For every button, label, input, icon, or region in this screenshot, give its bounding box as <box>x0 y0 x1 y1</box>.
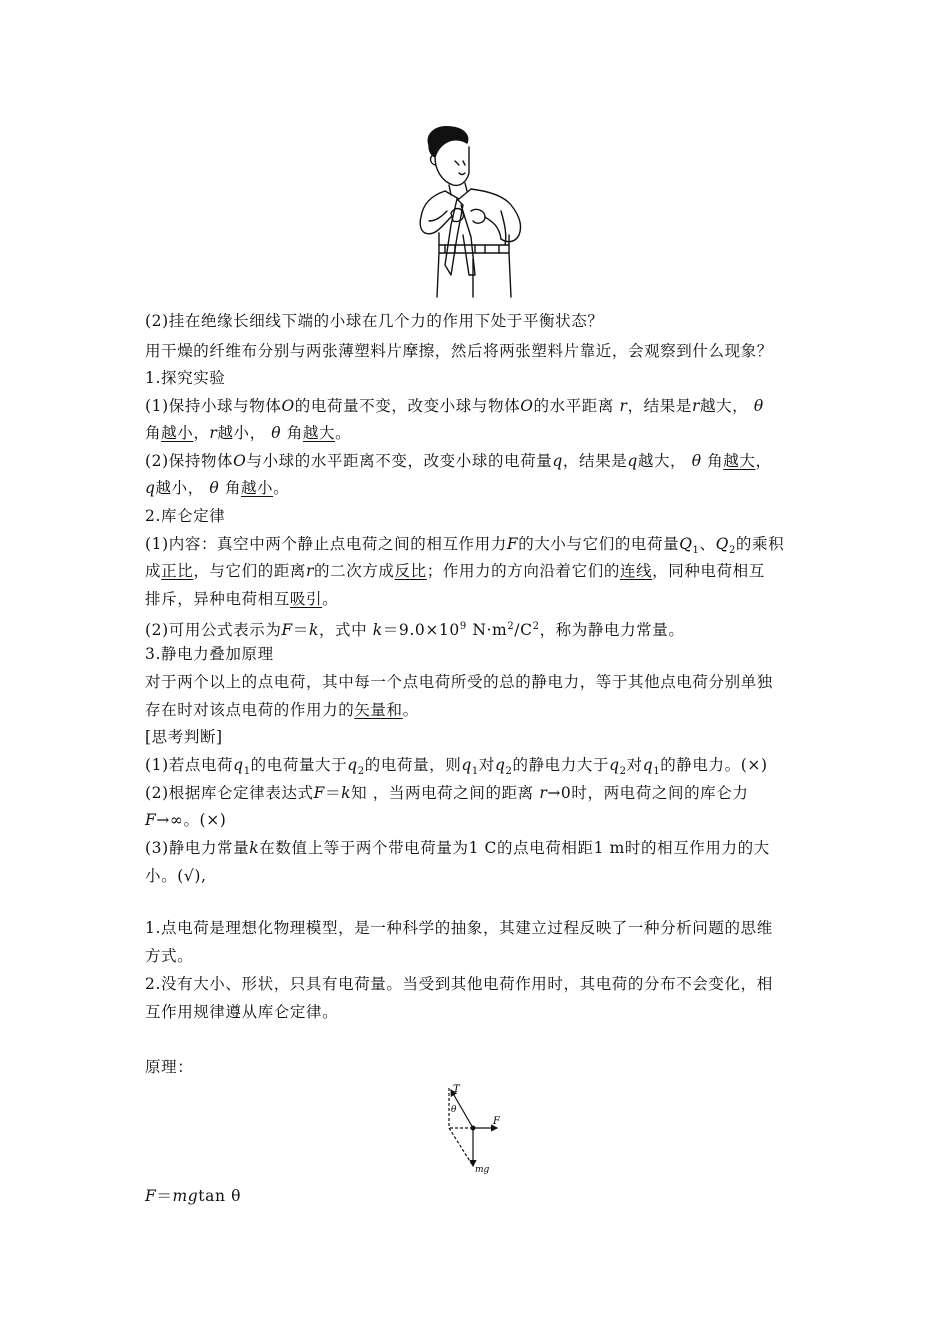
section-heading-superposition <box>145 644 274 664</box>
text-line-25 <box>145 1002 338 1022</box>
text: 。 <box>335 424 352 442</box>
text: q <box>627 452 638 470</box>
text: 、 <box>699 535 716 553</box>
text: N·m <box>466 621 508 640</box>
text-line-2 <box>145 341 773 361</box>
text-line-15 <box>145 700 419 720</box>
text-line-24 <box>145 974 773 994</box>
text: 1 <box>243 766 251 778</box>
text: ，同种电荷相互 <box>652 562 765 580</box>
text: 方式。 <box>145 947 194 965</box>
text: 的乘积 <box>735 535 785 553</box>
text: 越大， <box>637 452 687 470</box>
underlined-answer: 越小 <box>161 424 194 442</box>
text: 对 <box>626 756 643 774</box>
text: (3)静电力常量 <box>145 839 250 857</box>
text: 。 <box>402 701 419 719</box>
text: (1)保持小球与物体 <box>145 397 282 415</box>
text: 2 <box>357 766 365 778</box>
text: 越大， <box>699 397 749 415</box>
text: q <box>233 756 244 774</box>
text: tan θ <box>198 1187 242 1205</box>
text: r <box>306 562 315 580</box>
text: Q <box>715 535 729 553</box>
text: q <box>609 756 620 774</box>
text: (2)保持物体 <box>145 452 234 470</box>
text: ，结果是 <box>627 397 692 415</box>
text: ＝ <box>292 621 309 640</box>
text-line-5 <box>145 423 351 443</box>
text-line-22 <box>145 918 773 938</box>
text: ＝ <box>325 784 342 802</box>
text-line-11 <box>145 589 338 609</box>
text: (2)根据库仑定律表达式 <box>145 784 314 802</box>
text: 的静电力。(×) <box>660 756 768 774</box>
text: 2.没有大小、形状，只具有电荷量。当受到其他电荷作用时，其电荷的分布不会变化，相 <box>145 975 773 993</box>
formula-line <box>145 1186 241 1206</box>
text: 互作用规律遵从库仑定律。 <box>145 1003 339 1021</box>
text: 1.探究实验 <box>145 369 226 387</box>
text: 1 <box>471 766 479 778</box>
text: q <box>145 479 156 497</box>
underlined-answer: 连线 <box>619 562 653 580</box>
man-rubbing-tie-illustration <box>415 125 535 300</box>
text: 的大小与它们的电荷量 <box>518 535 680 553</box>
text: 的二次方成 <box>314 562 395 580</box>
text: (1)若点电荷 <box>145 756 234 774</box>
text: (2)可用公式表示为 <box>145 621 282 640</box>
text: 小。(√), <box>145 867 207 885</box>
text: ，式中 <box>318 621 368 640</box>
text: 1 <box>653 766 661 778</box>
underlined-answer: 反比 <box>394 562 427 580</box>
text: 的水平距离 <box>533 397 615 415</box>
text-line-12 <box>145 617 684 640</box>
text: 角 <box>224 479 241 497</box>
text: 对 <box>478 756 495 774</box>
text: F <box>506 535 519 553</box>
text: 9 <box>459 621 467 632</box>
text: q <box>494 756 506 774</box>
text: F <box>145 1187 157 1205</box>
text: 排斥，异种电荷相互 <box>145 590 290 608</box>
text: O <box>520 397 534 415</box>
gravity-label: mg <box>475 1165 490 1175</box>
text-line-1 <box>145 311 603 331</box>
text-line-10 <box>145 561 765 581</box>
text: ；作用力的方向沿着它们的 <box>426 562 620 580</box>
text: ，结果是 <box>562 452 628 470</box>
text: 的电荷量大于 <box>250 756 348 774</box>
text: 角 <box>145 424 162 442</box>
text: 。 <box>273 479 290 497</box>
text: 1.点电荷是理想化物理模型，是一种科学的抽象，其建立过程反映了一种分析问题的思维 <box>145 919 773 937</box>
text: ＝9.0×10 <box>382 621 460 640</box>
text-line-17 <box>145 755 768 782</box>
text: 2 <box>505 766 513 778</box>
text: r <box>619 397 628 415</box>
text: 在数值上等于两个带电荷量为1 C的点电荷相距1 m时的相互作用力的大 <box>259 839 770 857</box>
text: 角 <box>707 452 724 470</box>
principle-label <box>145 1057 193 1077</box>
text: 用干燥的纤维布分别与两张薄塑料片摩擦，然后将两张塑料片靠近，会观察到什么现象？ <box>145 342 773 360</box>
underlined-answer: 越小 <box>240 479 274 497</box>
text: 2 <box>619 766 627 778</box>
text: [思考判断] <box>145 728 223 746</box>
text: F <box>281 621 293 640</box>
text: ＝ <box>156 1187 173 1205</box>
text: Q <box>679 535 693 553</box>
text-line-4 <box>145 396 764 416</box>
text: F <box>145 811 157 829</box>
theta-label: θ <box>451 1105 457 1115</box>
text: θ <box>271 424 282 442</box>
text: 的静电力大于 <box>512 756 610 774</box>
underlined-answer: 正比 <box>161 562 194 580</box>
text: F <box>313 784 326 802</box>
text-line-9 <box>145 534 784 561</box>
section-heading-coulomb-law <box>145 506 225 526</box>
text: 2 <box>532 621 540 632</box>
text: 原理： <box>145 1058 194 1076</box>
text-line-21 <box>145 866 207 886</box>
text-line-6 <box>145 451 772 471</box>
text: O <box>233 452 247 470</box>
text: 与小球的水平距离不变，改变小球的电荷量 <box>246 452 553 470</box>
text: 存在时对该点电荷的作用力的 <box>145 701 355 719</box>
text: q <box>347 756 358 774</box>
text: r <box>691 397 700 415</box>
text: mg <box>172 1187 199 1205</box>
text: 2 <box>728 545 736 557</box>
text: q <box>461 756 472 774</box>
text: θ <box>753 397 764 415</box>
underlined-answer: 矢量和 <box>354 701 403 719</box>
text: 。 <box>322 590 339 608</box>
text: ，与它们的距离 <box>193 562 307 580</box>
tension-label: T <box>453 1084 460 1095</box>
force-diagram <box>435 1080 515 1180</box>
text: 的电荷量，则 <box>364 756 462 774</box>
underlined-answer: 越大 <box>302 424 336 442</box>
text: r <box>539 784 548 802</box>
underlined-answer: 越大 <box>723 452 756 470</box>
text: k <box>341 784 352 802</box>
text: r <box>209 424 218 442</box>
text: 对于两个以上的点电荷，其中每一个点电荷所受的总的静电力，等于其他点电荷分别单独 <box>145 673 773 691</box>
text-line-23 <box>145 946 193 966</box>
text-line-20 <box>145 838 770 858</box>
section-heading-experiment <box>145 368 225 388</box>
text: 2 <box>507 621 515 632</box>
text-line-19 <box>145 810 226 830</box>
text: θ <box>209 479 220 497</box>
thinking-judgment-heading <box>145 727 223 747</box>
text: ， <box>755 452 772 470</box>
force-label: F <box>493 1116 500 1127</box>
text: q <box>642 756 654 774</box>
text: 越小， <box>217 424 266 442</box>
text: 2.库仑定律 <box>145 507 226 525</box>
text: 成 <box>145 562 162 580</box>
text: 知 ，当两电荷之间的距离 <box>351 784 534 802</box>
text: /C <box>514 621 533 640</box>
text: k <box>249 839 260 857</box>
text: 3.静电力叠加原理 <box>145 645 274 663</box>
text: ，称为静电力常量。 <box>539 621 685 640</box>
text: →∞。(×) <box>156 811 227 829</box>
text: k <box>308 621 319 640</box>
text-line-18 <box>145 783 748 803</box>
text-line-14 <box>145 672 773 692</box>
text: q <box>552 452 563 470</box>
text: O <box>281 397 295 415</box>
text: k <box>372 621 383 640</box>
text-line-7 <box>145 478 289 498</box>
text: →0时，两电荷之间的库仑力 <box>547 784 749 802</box>
text: 1 <box>692 545 700 557</box>
text: 越小， <box>155 479 204 497</box>
text: 角 <box>286 424 303 442</box>
text: (2)挂在绝缘长细线下端的小球在几个力的作用下处于平衡状态？ <box>145 312 604 330</box>
text: θ <box>691 452 702 470</box>
text: ， <box>193 424 210 442</box>
underlined-answer: 吸引 <box>289 590 323 608</box>
text: 的电荷量不变，改变小球与物体 <box>294 397 521 415</box>
text: (1)内容：真空中两个静止点电荷之间的相互作用力 <box>145 535 507 553</box>
